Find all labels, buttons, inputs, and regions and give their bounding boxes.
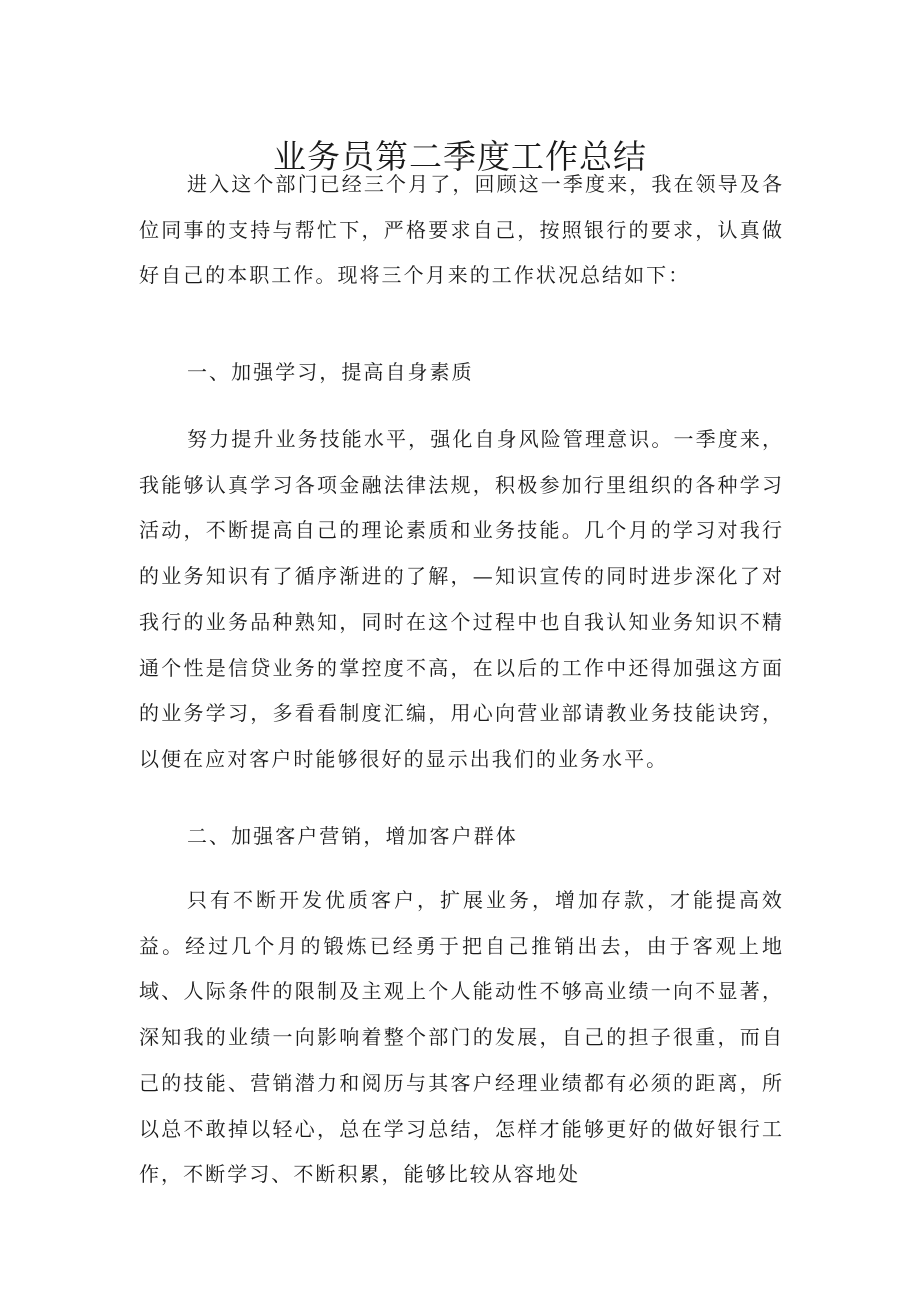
section-heading-marketing: 二、加强客户营销，增加客户群体 — [187, 824, 518, 848]
document-title: 业务员第二季度工作总结 — [273, 137, 647, 176]
intro-paragraph: 进入这个部门已经三个月了，回顾这一季度来，我在领导及各位同事的支持与帮忙下，严格要求自己，按照银行的要求，认真做好自己的本职工作。现将三个月来的工作状况总结如下： — [139, 172, 784, 288]
section-heading-study: 一、加强学习，提高自身素质 — [187, 360, 474, 384]
marketing-paragraph: 只有不断开发优质客户，扩展业务，增加存款，才能提高效益。经过几个月的锻炼已经勇于把自己推销出去，由于客观上地域、人际条件的限制及主观上个人能动性不够高业绩一向不显著，深知我的业绩一向影响着整个部门的发展，自己的担子很重，而自己的技能、营销潜力和阅历与其客户经理业绩都有必须的距离，所以总不敢掉以轻心，总在学习总结，怎样才能够更好的做好银行工作，不断学习、不断积累，能够比较从容地处 — [139, 888, 784, 1187]
study-paragraph: 努力提升业务技能水平，强化自身风险管理意识。一季度来，我能够认真学习各项金融法律法规，积极参加行里组织的各种学习活动，不断提高自己的理论素质和业务技能。几个月的学习对我行的业务知识有了循序渐进的了解，—知识宣传的同时进步深化了对我行的业务品种熟知，同时在这个过程中也自我认知业务知识不精通个性是信贷业务的掌控度不高，在以后的工作中还得加强这方面的业务学习，多看看制度汇编，用心向营业部请教业务技能诀窍，以便在应对客户时能够很好的显示出我们的业务水平。 — [139, 427, 784, 771]
